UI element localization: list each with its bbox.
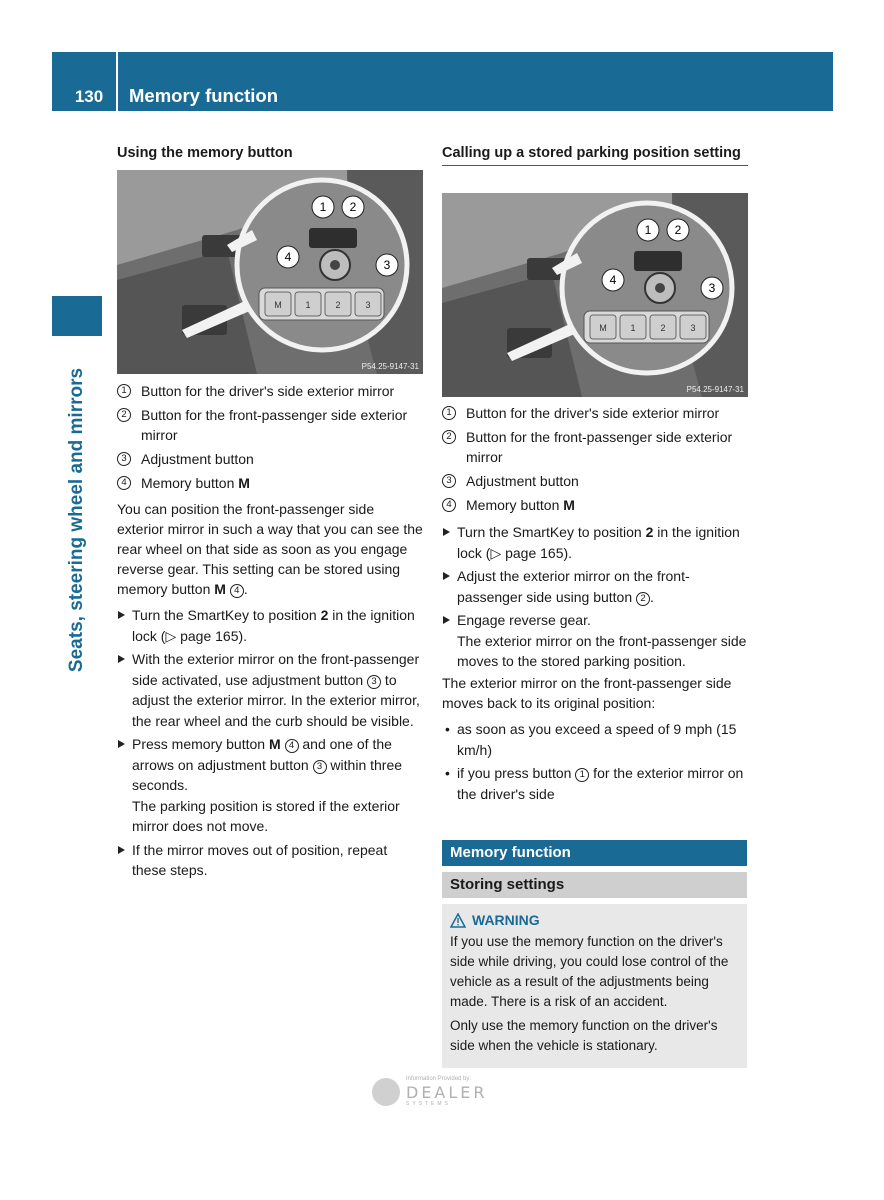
step-item: Adjust the exterior mirror on the front-passenger side using button 2 . <box>442 566 748 607</box>
warning-text-1: If you use the memory function on the driver's side while driving, you could lose control of the vehicle as a result of the adjustments being made. There is a risk of an accident. <box>450 934 729 1009</box>
legend-item: 3 Adjustment button <box>442 471 748 491</box>
legend-item: 1 Button for the driver's side exterior mirror <box>442 403 748 423</box>
dealer-logo-icon <box>372 1078 400 1106</box>
left-intro: You can position the front-passenger side exterior mirror in such a way that you can see the rear wheel on that side as soon as you engage reverse gear. This setting can be stored using memory button M 4 . <box>117 501 423 597</box>
svg-text:4: 4 <box>609 273 617 287</box>
svg-text:1: 1 <box>630 323 636 333</box>
right-heading: Calling up a stored parking position setting <box>442 143 748 166</box>
svg-text:1: 1 <box>319 200 327 214</box>
legend-item: 4 Memory button M <box>442 495 748 515</box>
svg-text:3: 3 <box>708 281 716 295</box>
page-number: 130 <box>74 87 104 106</box>
svg-text:3: 3 <box>690 323 696 333</box>
step-item: Press memory button M 4 and one of the arrows on adjustment button 3 within three seconds. The parking position is stored if the exterior mirror does not move. <box>117 734 423 837</box>
warning-header <box>450 910 739 930</box>
right-figure <box>442 193 748 397</box>
mirror-controls-illustration <box>117 170 423 374</box>
warning-triangle-icon <box>450 913 466 928</box>
svg-text:2: 2 <box>349 200 357 214</box>
left-steps <box>117 605 423 884</box>
left-figure <box>117 170 423 374</box>
warning-label: WARNING <box>472 912 540 928</box>
warning-box <box>442 904 747 1068</box>
bullet-item: • as soon as you exceed a speed of 9 mph (15 km/h) <box>442 719 748 760</box>
legend-item: 4 Memory button M <box>117 473 423 493</box>
svg-text:2: 2 <box>674 223 682 237</box>
step-item: Turn the SmartKey to position 2 in the ignition lock (▷ page 165). <box>117 605 423 646</box>
step-item: Engage reverse gear. The exterior mirror on the front-passenger side moves to the stored parking position. <box>442 610 748 672</box>
step-item: Turn the SmartKey to position 2 in the ignition lock (▷ page 165). <box>442 522 748 563</box>
left-legend <box>117 381 423 497</box>
svg-text:2: 2 <box>335 300 341 310</box>
step-item: If the mirror moves out of position, repeat these steps. <box>117 840 423 881</box>
side-tab <box>52 296 102 336</box>
legend-item: 2 Button for the front-passenger side exterior mirror <box>442 427 748 467</box>
page-header <box>52 52 833 111</box>
svg-text:M: M <box>599 323 607 333</box>
svg-text:3: 3 <box>365 300 371 310</box>
right-steps <box>442 522 748 675</box>
page-title: Memory function <box>129 85 279 106</box>
figure-code: P54.25-9147-31 <box>686 385 744 394</box>
svg-text:1: 1 <box>644 223 652 237</box>
right-para: The exterior mirror on the front-passenger side moves back to its original position: <box>442 675 732 711</box>
svg-text:1: 1 <box>305 300 311 310</box>
mirror-controls-illustration <box>442 193 748 397</box>
legend-item: 2 Button for the front-passenger side exterior mirror <box>117 405 423 445</box>
step-item: With the exterior mirror on the front-passenger side activated, use adjustment button 3 to adjust the exterior mirror. In the exterior mirror, the rear wheel and the curb should be visible. <box>117 649 423 731</box>
right-legend <box>442 403 748 519</box>
section-title: Memory function <box>442 840 747 866</box>
svg-text:2: 2 <box>660 323 666 333</box>
side-label-text: Seats, steering wheel and mirrors <box>66 367 87 673</box>
dealer-watermark: Information Provided by: DEALER SYSTEMS <box>372 1073 512 1113</box>
svg-text:M: M <box>274 300 282 310</box>
left-heading: Using the memory button <box>117 145 293 161</box>
subsection-title: Storing settings <box>442 872 747 898</box>
header-divider <box>116 52 118 111</box>
warning-text-2: Only use the memory function on the driver's side when the vehicle is stationary. <box>450 1018 718 1053</box>
legend-item: 3 Adjustment button <box>117 449 423 469</box>
svg-text:4: 4 <box>284 250 292 264</box>
figure-code: P54.25-9147-31 <box>361 362 419 371</box>
right-bullets <box>442 719 748 807</box>
bullet-item: • if you press button 1 for the exterior mirror on the driver's side <box>442 763 748 804</box>
svg-text:3: 3 <box>383 258 391 272</box>
legend-item: 1 Button for the driver's side exterior mirror <box>117 381 423 401</box>
